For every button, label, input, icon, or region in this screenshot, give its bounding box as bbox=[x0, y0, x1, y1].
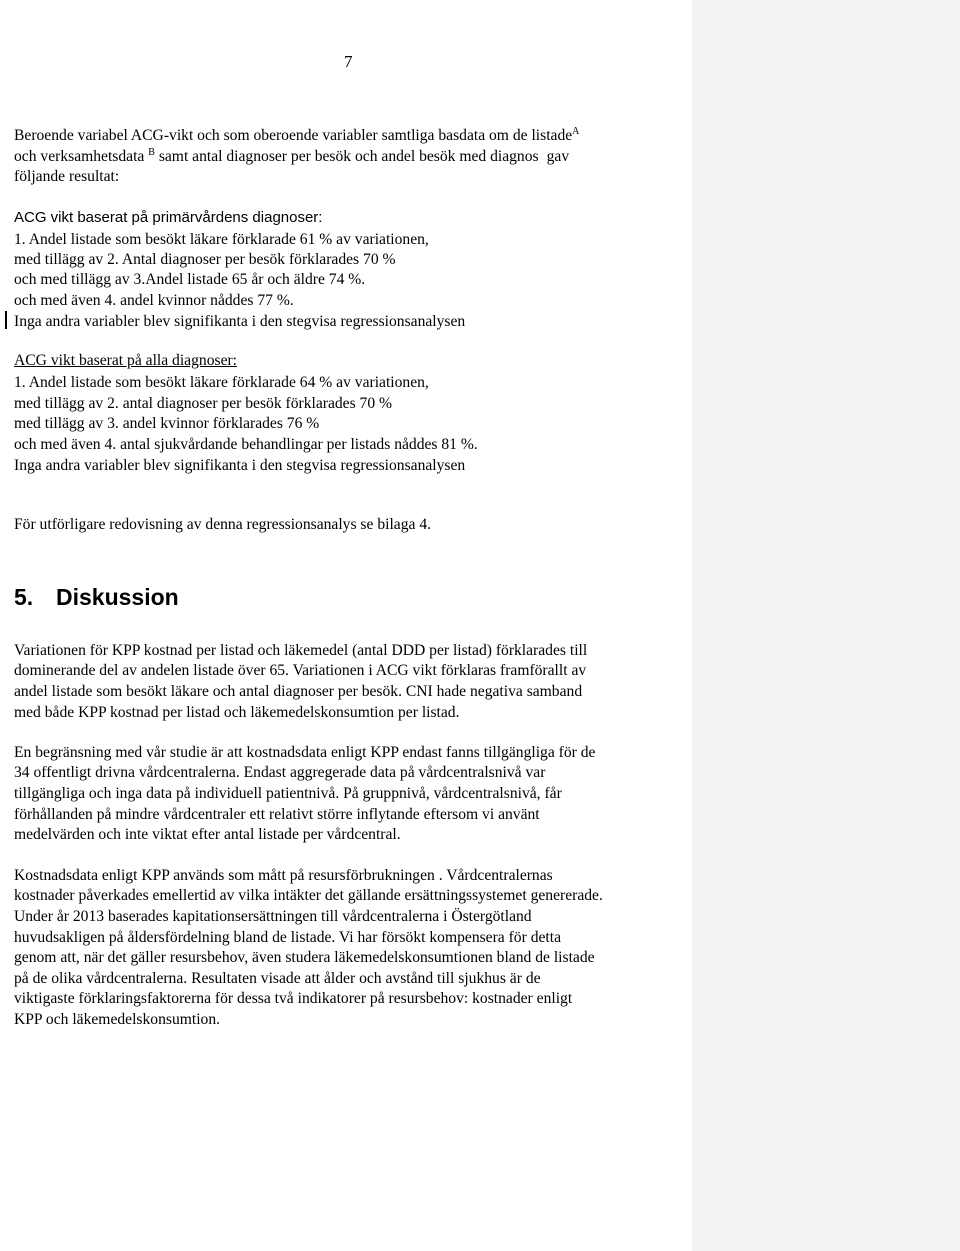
footnote-marker-a: A bbox=[572, 126, 580, 137]
primary-line-1: 1. Andel listade som besökt läkare förklarade 61 % av variationen, bbox=[14, 231, 429, 248]
section-title: Diskussion bbox=[56, 584, 179, 610]
para3-line-6: på de olika vårdcentralerna. Resultaten visade att ålder och avstånd till sjukhus är de bbox=[14, 970, 541, 987]
all-line-3: med tillägg av 3. andel kvinnor förklarades 76 % bbox=[14, 415, 320, 432]
para1-line-3: andel listade som besökt läkare och antal diagnoser per besök. CNI hade negativa samband bbox=[14, 683, 583, 700]
intro-line-1 bbox=[14, 126, 579, 146]
para3-line-2: kostnader påverkades emellertid av vilka intäkter det gällande ersättningssystemet genererade. bbox=[14, 887, 603, 904]
para1-line-1: Variationen för KPP kostnad per listad och läkemedel (antal DDD per listad) förklarades till bbox=[14, 642, 588, 659]
change-bar bbox=[5, 311, 7, 329]
intro-line-2 bbox=[14, 147, 569, 167]
section-number: 5. bbox=[14, 584, 34, 610]
para3-line-1: Kostnadsdata enligt KPP används som mått på resursförbrukningen . Vårdcentralernas bbox=[14, 867, 553, 884]
detail-note: För utförligare redovisning av denna regressionsanalys se bilaga 4. bbox=[14, 516, 432, 533]
page-number: 7 bbox=[344, 52, 353, 71]
primary-line-4: och med även 4. andel kvinnor nåddes 77 %. bbox=[14, 292, 294, 309]
comment-margin-pane bbox=[692, 0, 960, 1251]
all-line-2: med tillägg av 2. antal diagnoser per besök förklarades 70 % bbox=[14, 395, 393, 412]
para2-line-5: medelvärden och inte viktat efter antal listade per vårdcentral. bbox=[14, 826, 401, 843]
primary-line-3: och med tillägg av 3.Andel listade 65 år och äldre 74 %. bbox=[14, 271, 366, 288]
para2-line-3: tillgängliga och inga data på individuell patientnivå. På gruppnivå, vårdcentralsnivå, får bbox=[14, 785, 562, 802]
para1-line-2: dominerande del av andelen listade över 65. Variationen i ACG vikt förklaras framförallt av bbox=[14, 662, 587, 679]
intro-text-2b: samt antal diagnoser per besök och andel besök med diagnos bbox=[154, 148, 539, 165]
intro-text-1: Beroende variabel ACG-vikt och som oberoende variabler samtliga basdata om de listade bbox=[14, 127, 573, 144]
para3-line-7: viktigaste förklaringsfaktorerna för dessa två indikatorer på resursbehov: kostnader enligt bbox=[14, 990, 573, 1007]
para2-line-1: En begränsning med vår studie är att kostnadsdata enligt KPP endast fanns tillgängliga för de bbox=[14, 744, 596, 761]
primary-line-5: Inga andra variabler blev signifikanta i den stegvisa regressionsanalysen bbox=[14, 313, 466, 330]
section-heading bbox=[14, 584, 179, 611]
all-line-5: Inga andra variabler blev signifikanta i den stegvisa regressionsanalysen bbox=[14, 457, 466, 474]
footnote-marker-b: B bbox=[148, 147, 155, 158]
intro-text-2a: och verksamhetsdata bbox=[14, 148, 145, 165]
para2-line-2: 34 offentligt drivna vårdcentralerna. Endast aggregerade data på vårdcentralsnivå var bbox=[14, 764, 546, 781]
primary-title: ACG vikt baserat på primärvårdens diagnoser: bbox=[14, 209, 323, 226]
para3-line-5: genom att, när det gäller resursbehov, även studera läkemedelskonsumtionen bland de listade bbox=[14, 949, 595, 966]
all-line-4: och med även 4. antal sjukvårdande behandlingar per listads nåddes 81 %. bbox=[14, 436, 478, 453]
para3-line-3: Under år 2013 baserades kapitationsersättningen till vårdcentralerna i Östergötland bbox=[14, 908, 532, 925]
para1-line-4: med både KPP kostnad per listad och läkemedelskonsumtion per listad. bbox=[14, 704, 460, 721]
primary-line-2: med tillägg av 2. Antal diagnoser per besök förklarades 70 % bbox=[14, 251, 396, 268]
para2-line-4: förhållanden på mindre vårdcentraler ett relativt större inflytande eftersom vi använt bbox=[14, 806, 540, 823]
intro-text-2c: gav bbox=[546, 148, 570, 165]
para3-line-8: KPP och läkemedelskonsumtion. bbox=[14, 1011, 221, 1028]
all-title: ACG vikt baserat på alla diagnoser: bbox=[14, 352, 238, 369]
para3-line-4: huvudsakligen på åldersfördelning bland de listade. Vi har försökt kompensera för detta bbox=[14, 929, 561, 946]
intro-line-3: följande resultat: bbox=[14, 168, 120, 185]
all-line-1: 1. Andel listade som besökt läkare förklarade 64 % av variationen, bbox=[14, 374, 429, 391]
